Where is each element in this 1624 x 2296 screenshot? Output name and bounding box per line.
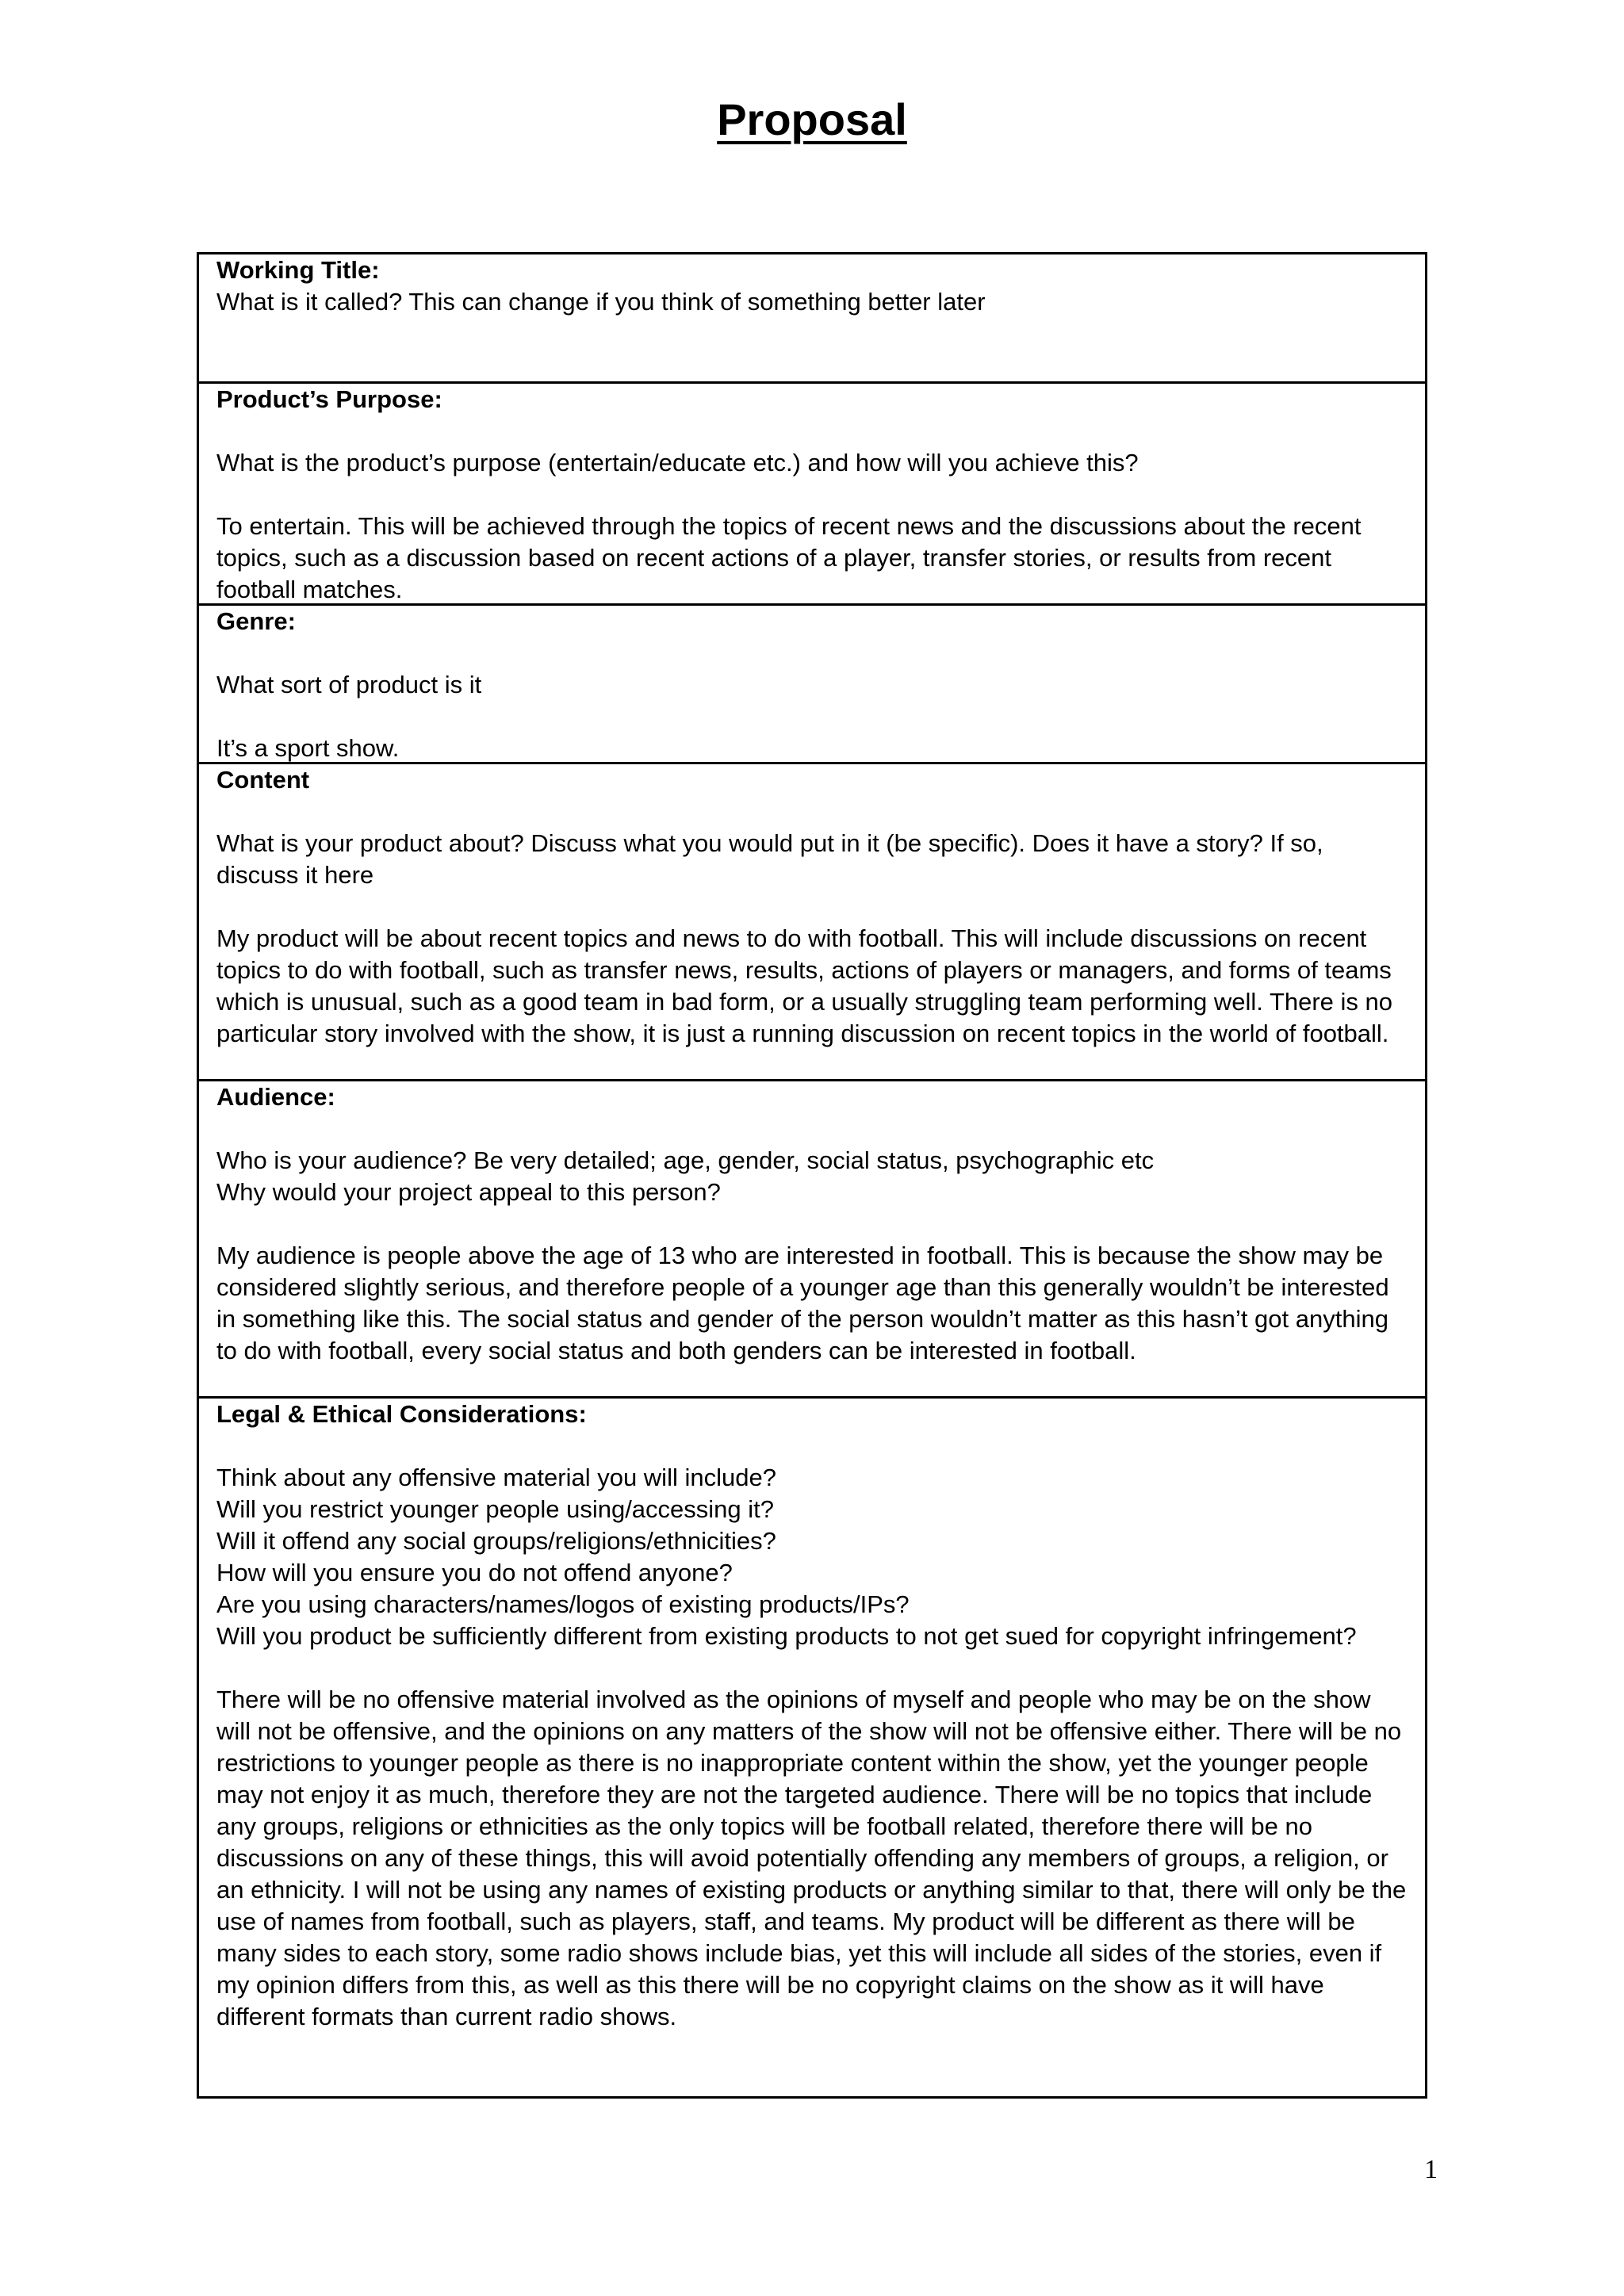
audience-prompt-line: Why would your project appeal to this person?: [216, 1178, 721, 1206]
legal-prompt-line: How will you ensure you do not offend anyone?: [216, 1559, 733, 1586]
genre-prompt: What sort of product is it: [216, 671, 482, 698]
genre-answer: It’s a sport show.: [216, 734, 400, 762]
legal-prompt-line: Will you restrict younger people using/accessing it?: [216, 1495, 775, 1523]
audience-prompt-line: Who is your audience? Be very detailed; age, gender, social status, psychographic etc: [216, 1146, 1155, 1174]
purpose-answer: To entertain. This will be achieved through the topics of recent news and the discussions about the recent topics, such as a discussion based on recent actions of a player, transfer stories, or results from recent football matches.: [216, 512, 1362, 603]
proposal-table: [197, 252, 1427, 2099]
purpose-section: [199, 384, 1425, 606]
legal-answer: There will be no offensive material involved as the opinions of myself and people who may be on the show will not be offensive, and the opinions on any matters of the show will not be offensive either. There will be no restrictions to younger people as there is no inappropriate content within the show, yet the younger people may not enjoy it as much, therefore they are not the targeted audience. There will be no topics that include any groups, religions or ethnicities as the only topics will be football related, therefore there will be no discussions on any of these things, this will avoid potentially offending any members of groups, a religion, or an ethnicity. I will not be using any names of existing products or anything similar to that, there will only be the use of names from football, such as players, staff, and teams. My product will be different as there will be many sides to each story, some radio shows include bias, yet this will include all sides of the stories, even if my opinion differs from this, as well as this there will be no copyright claims on the show as it will have different formats than current radio shows.: [216, 1686, 1407, 2030]
audience-heading: Audience:: [216, 1083, 335, 1111]
genre-section: [199, 606, 1425, 764]
purpose-prompt: What is the product’s purpose (entertain/educate etc.) and how will you achieve this?: [216, 449, 1139, 476]
genre-heading: Genre:: [216, 607, 296, 635]
audience-answer: My audience is people above the age of 13 who are interested in football. This is because the show may be considered slightly serious, and therefore people of a younger age than this generally wouldn’t be interested in something like this. The social status and gender of the person wouldn’t matter as this hasn’t got anything to do with football, every social status and both genders can be interested in football.: [216, 1242, 1389, 1364]
working-title-heading: Working Title:: [216, 256, 380, 284]
working-title-section: [199, 254, 1425, 384]
legal-prompt-line: Are you using characters/names/logos of existing products/IPs?: [216, 1590, 910, 1618]
content-heading: Content: [216, 766, 310, 794]
working-title-prompt: What is it called? This can change if you think of something better later: [216, 288, 986, 316]
legal-section: [199, 1399, 1425, 2096]
page-title: Proposal: [717, 94, 907, 144]
legal-prompt-line: Think about any offensive material you will include?: [216, 1464, 776, 1491]
content-section: [199, 764, 1425, 1081]
legal-prompt-line: Will it offend any social groups/religions/ethnicities?: [216, 1527, 776, 1555]
legal-heading: Legal & Ethical Considerations:: [216, 1400, 587, 1428]
audience-section: [199, 1081, 1425, 1399]
purpose-heading: Product’s Purpose:: [216, 385, 442, 413]
content-answer: My product will be about recent topics and news to do with football. This will include discussions on recent topics to do with football, such as transfer news, results, actions of players or managers, and forms of teams which is unusual, such as a good team in bad form, or a usually struggling team performing well. There is no particular story involved with the show, it is just a running discussion on recent topics in the world of football.: [216, 924, 1393, 1047]
legal-prompt-line: Will you product be sufficiently different from existing products to not get sued for copyright infringement?: [216, 1622, 1357, 1650]
page-number: 1: [1424, 2155, 1438, 2184]
content-prompt: What is your product about? Discuss what you would put in it (be specific). Does it have a story? If so, discuss it here: [216, 829, 1323, 889]
